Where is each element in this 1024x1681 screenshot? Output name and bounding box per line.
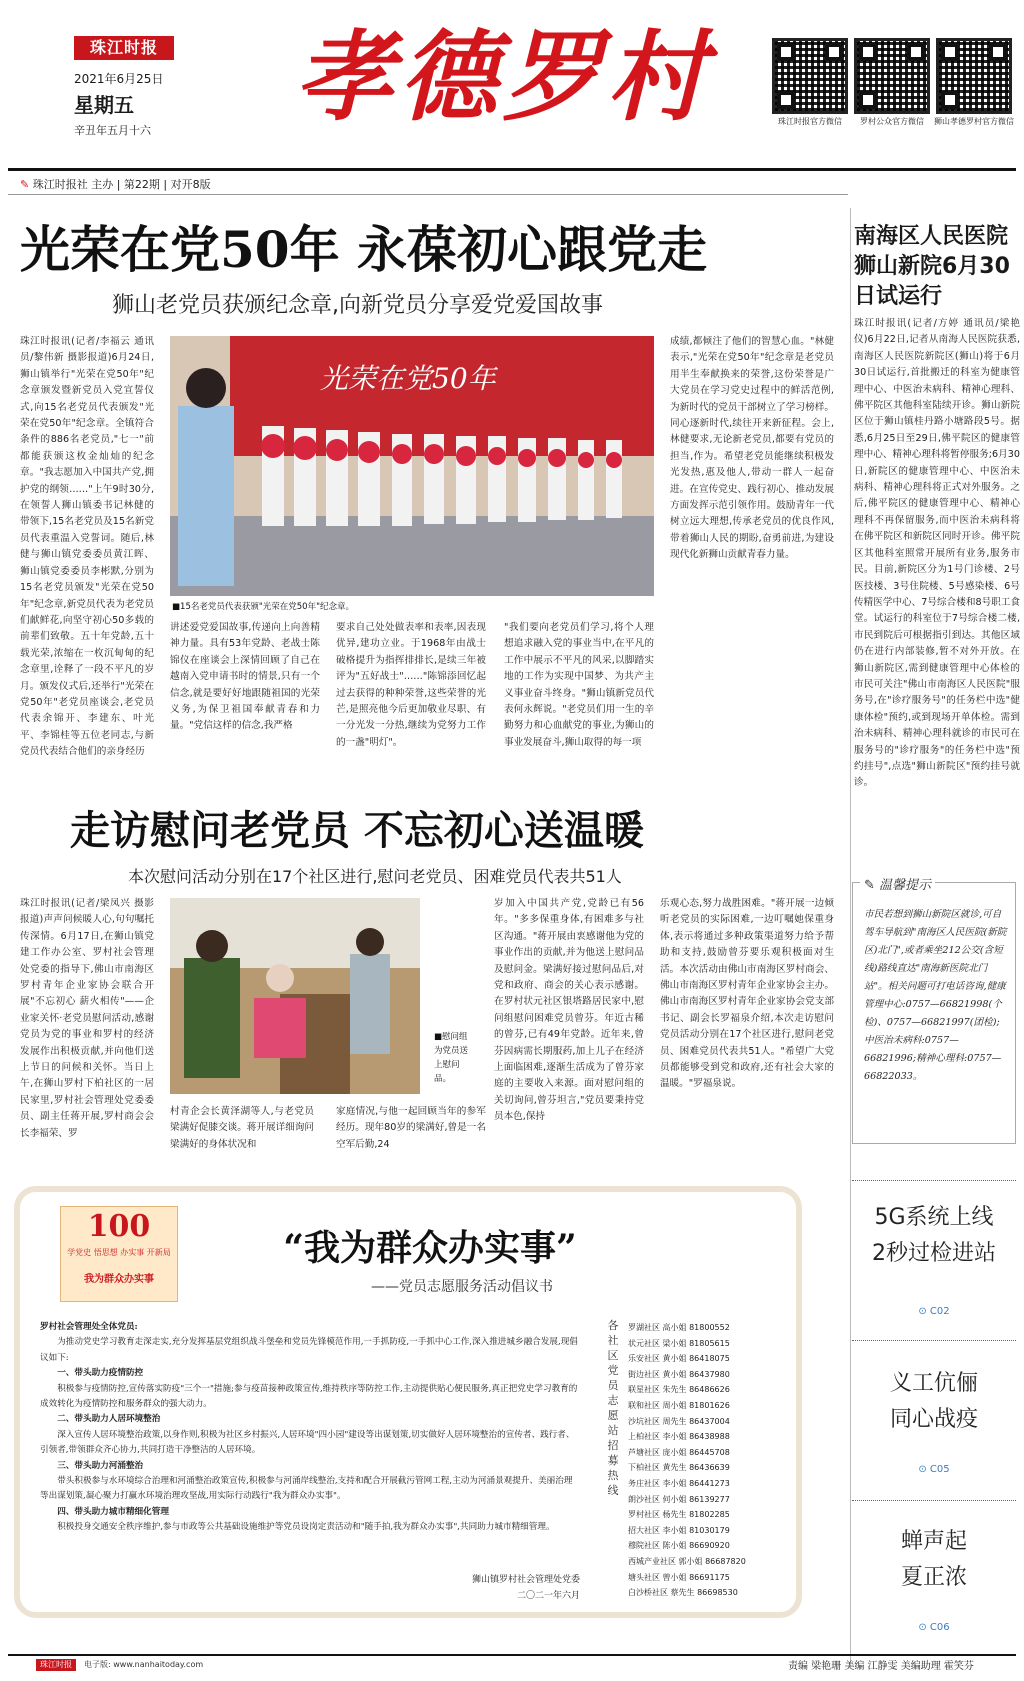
story2-photo[interactable] — [170, 898, 420, 1094]
story2-column: 村青企会长黄泽湖等人,与老党员梁满好促膝交谈。蒋开展详细询问梁满好的身体状况和 — [170, 1106, 314, 1150]
qr-caption: 狮山孝德罗村官方微信 — [934, 117, 1014, 126]
footer-brand: 珠江时报 — [36, 1659, 76, 1671]
dotted-divider — [852, 1500, 1016, 1501]
teaser-page-ref[interactable]: ⊙ C06 — [918, 1622, 950, 1633]
list-item: 招大社区 李小姐 81030179 — [628, 1525, 730, 1535]
lunar-date: 辛丑年五月十六 — [74, 124, 151, 137]
proposal-subtitle: ——党员志愿服务活动倡议书 — [371, 1279, 553, 1295]
list-item: 联和社区 周小姐 81801626 — [628, 1400, 730, 1410]
list-item: 下柏社区 黄先生 86436639 — [628, 1463, 730, 1473]
list-item: 芦塘社区 庞小姐 86445708 — [628, 1447, 730, 1457]
footer-url-link[interactable]: 电子版: www.nanhaitoday.com — [84, 1660, 204, 1669]
story2-headline[interactable]: 走访慰问老党员 不忘初心送温暖 — [70, 807, 644, 854]
centenary-logo: 100 学党史 悟思想 办实事 开新局 我为群众办实事 — [60, 1206, 178, 1302]
tip-label: ✎ 温馨提示 — [860, 874, 935, 893]
pen-icon: ✎ — [20, 178, 30, 191]
target-icon: ⊙ — [918, 1622, 927, 1633]
hotline-vertical-label: 各社区党员志愿站招募热线 — [607, 1319, 619, 1497]
publication-info: 珠江时报社 主办 | 第22期 | 对开8版 — [32, 178, 211, 191]
weekday: 星期五 — [74, 93, 134, 117]
divider — [8, 194, 848, 195]
story1-column: 讲述爱党爱国故事,传递向上向善精神力量。具有53年党龄、老战士陈锦仪在座谈会上深情回顾了自己在越南入党申请书时的情景,只有一个信念,就是要好好地跟随祖国的光荣义务,为保卫祖国奉献青春和力量。"党信这样的信念,我严格 — [170, 622, 320, 732]
target-icon: ⊙ — [918, 1464, 927, 1475]
teaser-c05[interactable]: 义工伉俪 同心战疫 — [889, 1371, 978, 1432]
story2-column: 岁加入中国共产党,党龄已有56年。"多多保重身体,有困难多与社区沟通。"蒋开展由衷感谢他为党的事业作出的贡献,并为他送上慰问品及慰问金。梁满好接过慰问品后,对党和政府、商会的关心表示感谢。在罗村状元社区银塔路居民家中,慰问组慰问困难党员曾芬。年近古稀的曾芬,已有49年党龄。近年来,曾芬因病需长期服药,加上儿子在经济上面临困难,逐渐生活成为了曾芬家庭的主要收入来源。面对慰问组的关切询问,曾芬坦言,"党员要秉持党员本色,保持 — [494, 898, 644, 1123]
story1-column: 珠江时报讯(记者/李福云 通讯员/黎伟新 摄影报道)6月24日,狮山镇举行"光荣在党50年"纪念章颁发暨新党员入党宣誓仪式,向15名老党员代表颁发"光荣在党50年"纪念章。全镇符合条件的886名老党员,"七一"前都能获颁这枚金灿灿的纪念章。"我志愿加入中国共产党,拥护党的纲领……"上午9时30分,在领誓人狮山镇委书记林健的带领下,15名老党员及15名新党员代表重温入党誓词。随后,林健与狮山镇党委委员黄江晖、狮山镇党委委员李彬默,分别为15名老党员颁发"光荣在党50年"纪念章,新党员代表为老党员们献鲜花,向坚守初心50多载的前辈们致敬。五十年党龄,五十载光荣,浓缩在一枚沉甸甸的纪念章里,诠释了一段不平凡的岁月。颁发仪式后,还举行"光荣在党50年"老党员座谈会,老党员代表余锦开、李建东、叶光平、李锦桂等五位老同志,与新党员代表结合他们的亲身经历 — [20, 336, 154, 758]
story1-headline[interactable]: 光荣在党50年 永葆初心跟党走 — [20, 220, 707, 279]
pencil-icon: ✎ — [864, 878, 875, 893]
list-item: 沙坑社区 周先生 86437004 — [628, 1416, 730, 1426]
story1-photo[interactable] — [170, 336, 654, 596]
target-icon: ⊙ — [918, 1306, 927, 1317]
proposal-intro: 为推动党史学习教育走深走实,充分发挥基层党组织战斗堡垒和党员先锋模范作用,一手抓防疫,一手抓中心工作,深入推进城乡融合发展,现倡议如下: — [40, 1337, 578, 1363]
story2-column: 乐观心态,努力战胜困难。"蒋开展一边倾听老党员的实际困难,一边叮嘱她保重身体,表示将通过多种政策渠道努力给予帮助和支持,鼓励曾芬要乐观积极面对生活。本次活动由佛山市南海区罗村商会、佛山市南海区罗村青年企业家协会主办。佛山市南海区罗村青年企业家协会党支部书记、副会长罗福泉介绍,本次走访慰问党员活动分别在17个社区进行,慰问老党员、困难党员代表共51人。"希望广大党员都能够受到党和政府,还有社会大家的温暖。"罗福泉说。 — [660, 898, 834, 1090]
dotted-divider — [852, 1180, 1016, 1181]
proposal-section-title: 一、带头助力疫情防控 — [57, 1368, 144, 1379]
qr-code-icon[interactable] — [936, 38, 1012, 114]
proposal-section-title: 三、带头助力河涌整治 — [57, 1460, 144, 1471]
list-item: 乐安社区 黄小姐 86418075 — [628, 1354, 730, 1364]
list-item: 罗村社区 杨先生 81802285 — [628, 1510, 730, 1520]
list-item: 白沙桥社区 蔡先生 86698530 — [628, 1588, 738, 1598]
story2-column: 珠江时报讯(记者/梁凤兴 摄影报道)声声问候暖人心,句句嘱托传深情。6月17日,在狮山镇党建工作办公室、罗村社会管理处党委的指导下,佛山市南海区罗村青年企业家协会联合开展"不忘初心 薪火相传"——企业家关怀·老党员慰问活动,感谢党员为党的事业和罗村的经济发展作出积极贡献,并向他们送上节日的问候和关怀。当日上午,在狮山罗村下柏社区的一居民家里,罗村社会管理处党委委员、副主任蒋开展,罗村商会会长李福荣、罗 — [20, 898, 154, 1139]
story2-column: 家庭情况,与他一起回顾当年的参军经历。现年80岁的梁满好,曾是一名空军后勤,24 — [336, 1106, 486, 1150]
footer-credits: 责编 梁艳珊 美编 江静雯 美编助理 霍笑芬 — [788, 1661, 974, 1672]
proposal-section-text: 深入宣传人居环境整治政策,以身作则,积极为社区乡村振兴,人居环境"四小园"建设等出谋划策,切实做好人居环境整治的宣传者、践行者、引领者,带领群众齐心协力,共同打造干净整洁的人居环境。 — [40, 1429, 575, 1456]
list-item: 上柏社区 李小姐 86438988 — [628, 1432, 730, 1442]
teaser-page-ref[interactable]: ⊙ C05 — [918, 1464, 950, 1475]
proposal-section-title: 二、带头助力人居环境整治 — [57, 1414, 161, 1425]
proposal-body — [40, 1320, 580, 1590]
list-item: 穆院社区 陈小姐 86690920 — [628, 1541, 730, 1551]
list-item: 朗沙社区 何小姐 86139277 — [628, 1494, 730, 1504]
teaser-page-ref[interactable]: ⊙ C02 — [918, 1306, 950, 1317]
qr-code-icon[interactable] — [854, 38, 930, 114]
proposal-section-text: 积极参与疫情防控,宣传落实防疫"三个一"措施;参与疫苗接种政策宣传,维持秩序等防控工作,主动提供贴心便民服务,真正把党史学习教育的成效转化为疫情防控和服务群众的强大动力。 — [40, 1383, 578, 1410]
list-item: 务庄社区 李小姐 86441273 — [628, 1478, 730, 1488]
story1-subhead: 狮山老党员获颁纪念章,向新党员分享爱党爱国故事 — [112, 293, 603, 318]
side-article-body: 珠江时报讯(记者/方婷 通讯员/梁艳仪)6月22日,记者从南海人民医院获悉,南海区人民医院新院区(狮山)将于6月30日试运行,首批搬迁的科室为健康管理中心、中医治未病科、精神心理科、佛平院区其他科室陆续开诊。狮山新院区位于狮山镇桂丹路小塘路段5号。据悉,6月25日至29日,佛平院区的健康管理中心、精神心理科将暂停服务;6月30日,新院区的健康管理中心、中医治未病科、精神心理科将正式对外服务。之后,佛平院区的健康管理中心、精神心理科不再保留服务,而中医治未病科将在佛平院区和新院区同时开诊。佛平院区其他科室照常开展所有业务,服务市民。目前,新院区分为1号门诊楼、2号医技楼、3号住院楼、5号感染楼、6号传精医学中心、7号综合楼和8号职工食堂。试运行的科室位于7号综合楼二楼,市民到院后可根据指引到达。其他区域仍在进行内部装修,暂不对外开放。在狮山新院区,需到健康管理中心体检的市民可关注"佛山市南海区人民医院"服务号,在"诊疗服务号"的任务栏中选"健康体检"预约,或到现场开单体检。需到治未病科、精神心理科就诊的市民可在服务号的"诊疗服务"的任务栏中选"预约挂号",点选"狮山新院区"预约挂号就诊。 — [854, 318, 1020, 789]
masthead-rule — [8, 168, 1016, 171]
issue-date: 2021年6月25日 — [74, 72, 164, 86]
list-item: 联星社区 朱先生 86486626 — [628, 1385, 730, 1395]
teaser-c06[interactable]: 蝉声起 夏正浓 — [900, 1529, 967, 1590]
newspaper-brand-logo: 珠江时报 — [74, 36, 174, 60]
proposal-title: “我为群众办实事” — [283, 1227, 577, 1269]
story1-column: 成绩,都倾注了他们的智慧心血。"林健表示,"光荣在党50年"纪念章是老党员用半生奉献换来的荣誉,这份荣誉是广大党员在学习党史过程中的鲜活范例,为新时代的党员干部树立了学习榜样。同心逐新时代,续往开来新征程。会上,林健要求,无论新老党员,都要有党员的担当,作为。希望老党员能继续积极发光发热,惠及他人,带动一群人一起奋进。在宣传党史、践行初心、推动发展方面发挥示范引领作用。鼓励青年一代树立远大理想,传承老党员的优良作风,带着狮山人民的期盼,奋勇前进,为建设现代化新狮山贡献青春力量。 — [670, 336, 834, 561]
dotted-divider — [852, 1340, 1016, 1341]
qr-code-icon[interactable] — [772, 38, 848, 114]
tip-body: 市民若想到狮山新院区就诊,可自驾车导航到"南海区人民医院(新院区)北门",或者乘坐212公交(含短线)路线直达"南海新医院北门站"。相关问题可打电话咨询,健康管理中心:0757—66821998(个检)、0757—66821997(团检);中医治未病科:0757—66821996;精神心理科:0757—66822033。 — [864, 909, 1007, 1082]
list-item: 塘头社区 曾小姐 86691175 — [628, 1572, 730, 1582]
story1-photo-caption: ■15名老党员代表获颁"光荣在党50年"纪念章。 — [172, 602, 354, 612]
proposal-signature: 狮山镇罗村社会管理处党委 二〇二一年六月 — [471, 1575, 580, 1601]
list-item: 状元社区 梁小姐 81805615 — [628, 1338, 730, 1348]
masthead-title: 孝德罗村 — [294, 20, 711, 135]
story1-column: "我们要向老党员们学习,将个人理想追求融入党的事业当中,在平凡的工作中展示不平凡的风采,以脚踏实地的工作为实现中国梦、为共产主义事业奋斗终身。"狮山镇新党员代表何永辉说。"老党员们用一生的辛勤努力和心血献党的事业,为狮山的事业发展奋斗,狮山取得的每一项 — [504, 622, 654, 748]
teaser-c02[interactable]: 5G系统上线 2秒过检进站 — [872, 1205, 996, 1266]
side-headline[interactable]: 南海区人民医院狮山新院6月30日试运行 — [854, 224, 1010, 309]
story2-subhead: 本次慰问活动分别在17个社区进行,慰问老党员、困难党员代表共51人 — [128, 867, 622, 886]
column-divider — [850, 208, 851, 1668]
proposal-section-text: 带头积极参与水环境综合治理和河涌整治政策宣传,积极参与河涌岸线整治,支持和配合开展截污管网工程,主动为河涌景观提升、美丽治理等出谋划策,凝心聚力打赢水环境治理攻坚战,用实际行动践行"我为群众办实事"。 — [40, 1476, 573, 1502]
list-item: 罗湖社区 高小姐 81800552 — [628, 1323, 730, 1332]
list-item: 街边社区 黄小姐 86437980 — [628, 1369, 730, 1379]
story1-column: 要求自己处处做表率和表率,因表现优异,建功立业。于1968年由战士破格提升为指挥排排长,是续三年被评为"五好战士"……"陈锦添回忆起过去获得的种种荣誉,这些荣誉的光芒,是照亮他今后更加敬业尽职、有一分光发一分热,继续为党努力工作的一盏"明灯"。 — [336, 622, 486, 748]
story2-photo-caption: ■慰问组为党员送上慰问品。 — [434, 1032, 469, 1084]
date-block — [74, 70, 244, 138]
publication-bar — [20, 176, 211, 192]
svg-text:光荣在党50年: 光荣在党50年 — [320, 362, 496, 395]
qr-caption: 罗村公众官方微信 — [860, 117, 924, 126]
proposal-salutation: 罗村社会管理处全体党员: — [40, 1322, 138, 1332]
proposal-section-title: 四、带头助力城市精细化管理 — [57, 1506, 169, 1517]
hotline-list — [628, 1320, 788, 1601]
list-item: 西城产业社区 郭小姐 86687820 — [628, 1556, 746, 1566]
proposal-section-text: 积极投身交通安全秩序维护,参与市政等公共基础设施维护等党员设岗定责活动和"随手拍,我为群众办实事",共同助力城市精细管理。 — [57, 1522, 555, 1533]
qr-caption: 珠江时报官方微信 — [778, 117, 842, 126]
